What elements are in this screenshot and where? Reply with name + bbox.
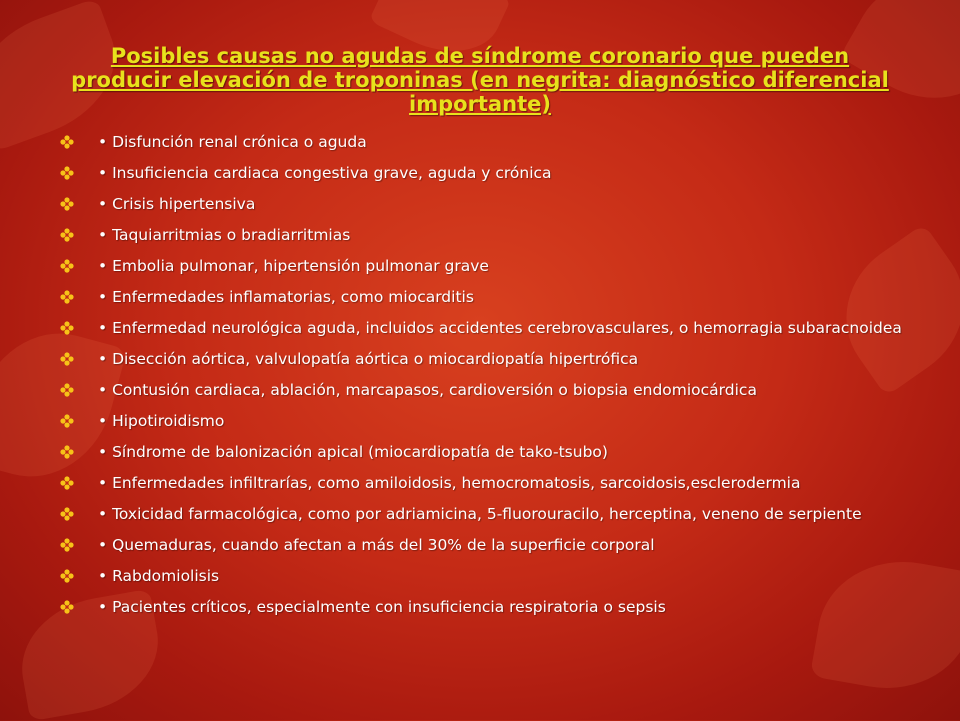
flower-bullet-icon (60, 569, 74, 583)
flower-bullet-icon (60, 135, 74, 149)
list-item (60, 258, 910, 274)
list-item-text: • Disección aórtica, valvulopatía aórtica o miocardiopatía hipertrófica (98, 350, 639, 368)
list-item-text: • Síndrome de balonización apical (miocardiopatía de tako-tsubo) (98, 443, 608, 461)
list-item (60, 196, 910, 212)
list-item (60, 289, 910, 305)
list-item-text: • Crisis hipertensiva (98, 195, 256, 213)
flower-bullet-icon (60, 507, 74, 521)
flower-bullet-icon (60, 538, 74, 552)
flower-bullet-icon (60, 197, 74, 211)
flower-bullet-icon (60, 476, 74, 490)
flower-bullet-icon (60, 166, 74, 180)
flower-bullet-icon (60, 290, 74, 304)
list-item (60, 134, 910, 150)
list-item-text: • Toxicidad farmacológica, como por adriamicina, 5-fluorouracilo, herceptina, veneno de serpiente (98, 505, 862, 523)
causes-list (60, 134, 910, 615)
flower-bullet-icon (60, 445, 74, 459)
flower-bullet-icon (60, 383, 74, 397)
list-item-text: • Rabdomiolisis (98, 567, 220, 585)
flower-bullet-icon (60, 352, 74, 366)
list-item (60, 165, 910, 181)
list-item-text: • Pacientes críticos, especialmente con insuficiencia respiratoria o sepsis (98, 598, 666, 616)
list-item-text: • Insuficiencia cardiaca congestiva grave, aguda y crónica (98, 164, 552, 182)
flower-bullet-icon (60, 259, 74, 273)
list-item (60, 351, 910, 367)
list-item (60, 413, 910, 429)
flower-bullet-icon (60, 228, 74, 242)
list-item (60, 444, 910, 460)
list-item-text: • Hipotiroidismo (98, 412, 225, 430)
list-item-text: • Enfermedad neurológica aguda, incluidos accidentes cerebrovasculares, o hemorragia subaracnoidea (98, 319, 902, 337)
list-item-text: • Enfermedades infiltrarías, como amiloidosis, hemocromatosis, sarcoidosis,esclerodermia (98, 474, 801, 492)
list-item-text: • Enfermedades inflamatorias, como miocarditis (98, 288, 474, 306)
list-item-text: • Contusión cardiaca, ablación, marcapasos, cardioversión o biopsia endomiocárdica (98, 381, 757, 399)
list-item-text: • Taquiarritmias o bradiarritmias (98, 226, 351, 244)
list-item (60, 568, 910, 584)
list-item-text: • Quemaduras, cuando afectan a más del 30% de la superficie corporal (98, 536, 655, 554)
list-item (60, 599, 910, 615)
flower-bullet-icon (60, 321, 74, 335)
list-item (60, 382, 910, 398)
list-item (60, 506, 910, 522)
list-item (60, 537, 910, 553)
list-item (60, 475, 910, 491)
flower-bullet-icon (60, 600, 74, 614)
list-item-text: • Embolia pulmonar, hipertensión pulmonar grave (98, 257, 489, 275)
flower-bullet-icon (60, 414, 74, 428)
list-item-text: • Disfunción renal crónica o aguda (98, 133, 367, 151)
list-item (60, 227, 910, 243)
list-item (60, 320, 910, 336)
slide-title: Posibles causas no agudas de síndrome coronario que pueden producir elevación de troponinas (en negrita: diagnóstico diferencial importante) (71, 44, 889, 116)
